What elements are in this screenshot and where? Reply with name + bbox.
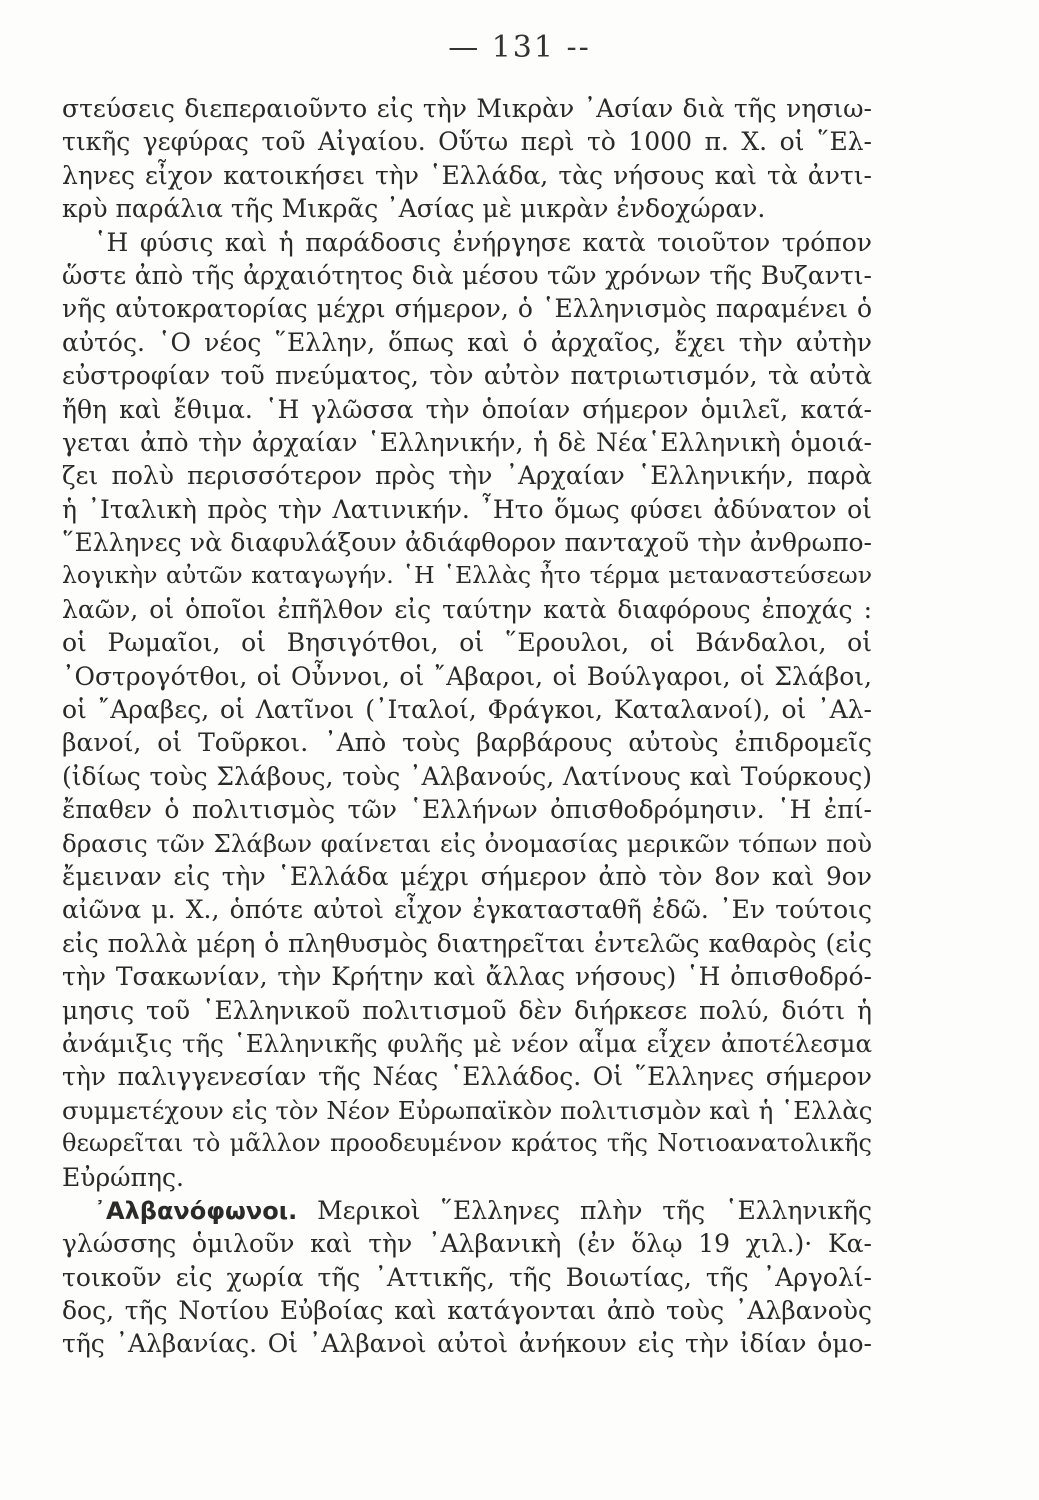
text-line: γλώσσης ὁμιλοῦν καὶ τὴν ᾿Αλβανικὴ (ἐν ὅλῳ 19 χιλ.)· Κα-: [62, 1229, 872, 1259]
text-line: δρασις τῶν Σλάβων φαίνεται εἰς ὀνομασίας μερικῶν τόπων ποὺ: [62, 828, 872, 858]
text-line: τικῆς γεφύρας τοῦ Αἰγαίου. Οὕτω περὶ τὸ 1000 π. Χ. οἱ ῞Ελ-: [62, 127, 872, 157]
text-line: συμμετέχουν εἰς τὸν Νέον Εὐρωπαϊκὸν πολιτισμὸν καὶ ἡ ῾Ελλὰς: [62, 1095, 873, 1125]
text-line: (ἰδίως τοὺς Σλάβους, τοὺς ᾿Αλβανούς, Λατίνους καὶ Τούρκους): [62, 761, 872, 791]
text-line: νῆς αὐτοκρατορίας μέχρι σήμερον, ὁ ῾Ελληνισμὸς παραμένει ὁ: [62, 294, 872, 324]
text-line: στεύσεις διεπεραιοῦντο εἰς τὴν Μικρὰν ᾿Ασίαν διὰ τῆς νησιω-: [62, 94, 872, 123]
text-line: αὐτός. ῾Ο νέος ῞Ελλην, ὅπως καὶ ὁ ἀρχαῖος, ἔχει τὴν αὐτὴν: [62, 327, 872, 357]
text-span: Μερικοὶ ῞Ελληνες πλὴν τῆς ῾Ελληνικῆς: [297, 1195, 872, 1225]
text-line: αἰῶνα μ. Χ., ὁπότε αὐτοὶ εἶχον ἐγκατασταθῆ ἐδῶ. ᾿Εν τούτοις: [62, 895, 872, 925]
text-line: τῆς ᾿Αλβανίας. Οἱ ᾿Αλβανοὶ αὐτοὶ ἀνήκουν εἰς τὴν ἰδίαν ὁμο-: [62, 1329, 872, 1359]
text-line: ἀνάμιξις τῆς ῾Ελληνικῆς φυλῆς μὲ νέον αἷμα εἶχεν ἀποτέλεσμα: [62, 1028, 872, 1058]
section-heading: ᾿Αλβανόφωνοι.: [94, 1196, 298, 1225]
text-line: δος, τῆς Νοτίου Εὐβοίας καὶ κατάγονται ἀπὸ τοὺς ᾿Αλβανοὺς: [62, 1296, 872, 1326]
paragraph-albanophones: [62, 1194, 872, 1361]
text-line: ἡ ᾿Ιταλικὴ πρὸς τὴν Λατινικήν. ῏Ητο ὅμως φύσει ἀδύνατον οἱ: [62, 494, 872, 524]
text-line: Εὐρώπης.: [62, 1162, 184, 1192]
text-line: ῾Η φύσις καὶ ἡ παράδοσις ἐνήργησε κατὰ τοιοῦτον τρόπον: [94, 227, 872, 257]
text-line: ἔμειναν εἰς τὴν ῾Ελλάδα μέχρι σήμερον ἀπὸ τὸν 8ον καὶ 9ον: [62, 861, 872, 891]
text-line: βανοί, οἱ Τοῦρκοι. ᾿Απὸ τοὺς βαρβάρους αὐτοὺς ἐπιδρομεῖς: [62, 728, 872, 758]
text-line: γεται ἀπὸ τὴν ἀρχαίαν ῾Ελληνικήν, ἡ δὲ Νέα῾Ελληνικὴ ὁμοιά-: [62, 427, 872, 457]
text-line: εὐστροφίαν τοῦ πνεύματος, τὸν αὐτὸν πατριωτισμόν, τὰ αὐτὰ: [62, 361, 872, 391]
text-line: λογικὴν αὐτῶν καταγωγήν. ῾Η ῾Ελλὰς ἦτο τέρμα μεταναστεύσεων: [62, 561, 872, 590]
text-line: ζει πολὺ περισσότερον πρὸς τὴν ᾿Αρχαίαν ῾Ελληνικήν, παρὰ: [62, 461, 872, 491]
paragraph-continuation: [62, 92, 872, 226]
text-line: οἱ ῎Αραβες, οἱ Λατῖνοι (᾿Ιταλοί, Φράγκοι, Καταλανοί), οἱ ᾿Αλ-: [62, 695, 872, 725]
text-line: τοικοῦν εἰς χωρία τῆς ᾿Αττικῆς, τῆς Βοιωτίας, τῆς ᾿Αργολί-: [62, 1262, 872, 1292]
text-line: μησις τοῦ ῾Ελληνικοῦ πολιτισμοῦ δὲν διήρκεσε πολύ, διότι ἡ: [62, 995, 872, 1025]
text-line: ῞Ελληνες νὰ διαφυλάξουν ἀδιάφθορον πανταχοῦ τὴν ἀνθρωπο-: [62, 528, 872, 558]
page-number: — 131 --: [448, 30, 591, 65]
text-line: ᾿Οστρογότθοι, οἱ Οὖννοι, οἱ ῎Αβαροι, οἱ Βούλγαροι, οἱ Σλάβοι,: [62, 661, 872, 691]
text-line: [62, 1194, 872, 1227]
text-line: λαῶν, οἱ ὁποῖοι ἐπῆλθον εἰς ταύτην κατὰ διαφόρους ἐποχάς :: [62, 594, 872, 624]
text-line: τὴν παλιγγενεσίαν τῆς Νέας ῾Ελλάδος. Οἱ ῞Ελληνες σήμερον: [62, 1062, 872, 1092]
text-line: ληνες εἶχον κατοικήσει τὴν ῾Ελλάδα, τὰς νήσους καὶ τὰ ἀντι-: [62, 160, 872, 190]
text-line: ἔπαθεν ὁ πολιτισμὸς τῶν ῾Ελλήνων ὀπισθοδρόμησιν. ῾Η ἐπί-: [62, 795, 872, 825]
text-line: τὴν Τσακωνίαν, τὴν Κρήτην καὶ ἄλλας νήσους) ῾Η ὀπισθοδρό-: [62, 962, 872, 992]
text-line: εἰς πολλὰ μέρη ὁ πληθυσμὸς διατηρεῖται ἐντελῶς καθαρὸς (εἰς: [62, 928, 872, 958]
body-text: [62, 92, 872, 1361]
text-line: κρὺ παράλια τῆς Μικρᾶς ᾿Ασίας μὲ μικρὰν ἐνδοχώραν.: [62, 194, 766, 224]
text-line: οἱ Ρωμαῖοι, οἱ Βησιγότθοι, οἱ ῞Ερουλοι, οἱ Βάνδαλοι, οἱ: [62, 628, 872, 658]
text-line: θεωρεῖται τὸ μᾶλλον προοδευμένον κράτος τῆς Νοτιοανατολικῆς: [62, 1129, 872, 1158]
paragraph-hellenism: [62, 226, 872, 1194]
text-line: ὥστε ἀπὸ τῆς ἀρχαιότητος διὰ μέσου τῶν χρόνων τῆς Βυζαντι-: [62, 260, 872, 290]
text-line: ἤθη καὶ ἔθιμα. ῾Η γλῶσσα τὴν ὁποίαν σήμερον ὁμιλεῖ, κατά-: [62, 394, 872, 424]
